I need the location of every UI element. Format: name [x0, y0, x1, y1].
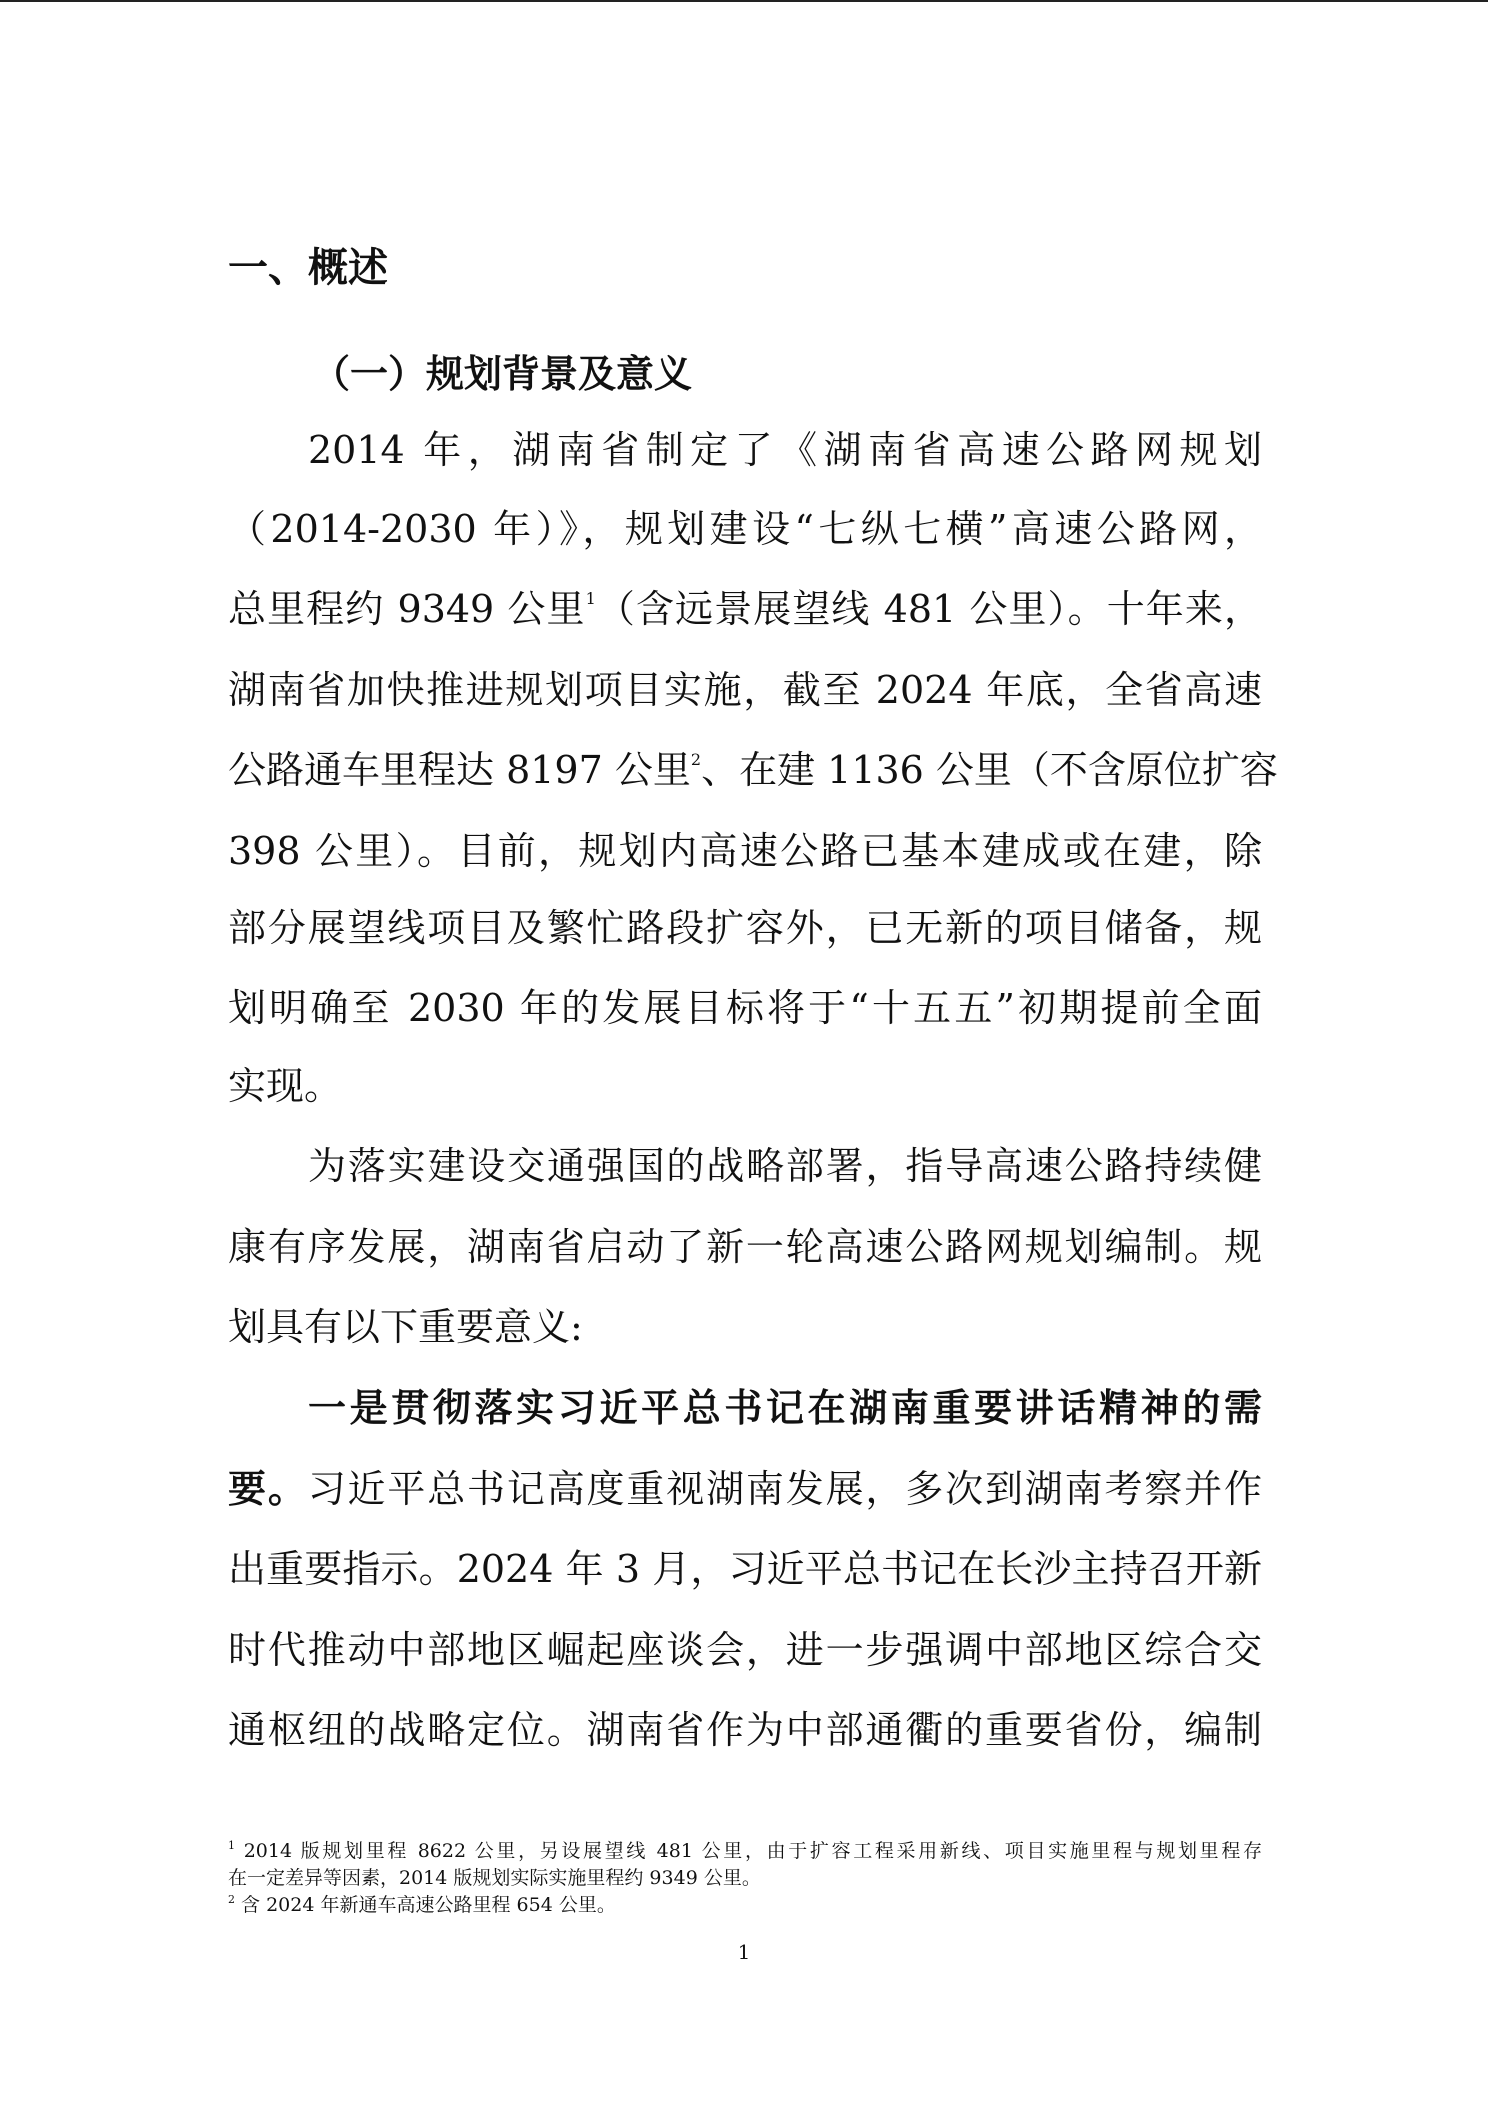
text-run: 通枢纽的战略定位。湖南省作为中部通衢的重要省份，编制	[228, 1708, 1262, 1752]
footnote-reference: 1	[585, 589, 596, 608]
text-run: 康有序发展，湖南省启动了新一轮高速公路网规划编制。规	[228, 1225, 1262, 1269]
text-run: 为落实建设交通强国的战略部署，指导高速公路持续健	[308, 1144, 1262, 1188]
paragraph-line	[228, 1544, 1262, 1594]
paragraph-line	[228, 1302, 1262, 1352]
paragraph-line	[308, 1141, 1262, 1191]
text-run: 总里程约 9349 公里	[228, 587, 586, 631]
page-top-border	[0, 0, 1488, 2]
page-number: 1	[737, 1940, 751, 1964]
section-heading: 一、概述	[228, 245, 388, 291]
footnote-line	[228, 1892, 1262, 1918]
footnote-text: 含 2024 年新通车高速公路里程 654 公里。	[241, 1894, 616, 1916]
footnote-reference: 2	[690, 750, 702, 769]
text-run: 划具有以下重要意义:	[228, 1305, 583, 1349]
text-run: 2014 年，湖南省制定了《湖南省高速公路网规划	[308, 428, 1262, 472]
paragraph-line	[228, 1061, 1262, 1111]
paragraph-line	[228, 1625, 1262, 1675]
paragraph-line	[228, 504, 1262, 554]
bold-text: 一是贯彻落实习近平总书记在湖南重要讲话精神的需	[308, 1386, 1262, 1430]
paragraph-line	[308, 425, 1262, 475]
text-run: 、在建 1136 公里（不含原位扩容	[701, 748, 1278, 792]
paragraph-line	[228, 584, 1262, 634]
text-run: （2014-2030 年）》，规划建设“七纵七横”高速公路网，	[228, 507, 1262, 551]
subsection-heading: （一）规划背景及意义	[312, 352, 693, 396]
text-run: 实现。	[228, 1064, 343, 1108]
text-run: 习近平总书记高度重视湖南发展，多次到湖南考察并作	[307, 1467, 1262, 1511]
footnote-mark: 2	[228, 1893, 235, 1906]
text-run: （含远景展望线 481 公里）。十年来，	[595, 587, 1262, 631]
footnote-text: 在一定差异等因素，2014 版规划实际实施里程约 9349 公里。	[228, 1867, 761, 1889]
bold-text: 要。	[228, 1467, 308, 1511]
text-run: 部分展望线项目及繁忙路段扩容外，已无新的项目储备，规	[228, 906, 1262, 950]
text-run: 公路通车里程达 8197 公里	[228, 748, 691, 792]
paragraph-line	[228, 665, 1262, 715]
paragraph-line	[228, 1464, 1262, 1514]
paragraph-line	[228, 1222, 1262, 1272]
text-run: 划明确至 2030 年的发展目标将于“十五五”初期提前全面	[228, 986, 1262, 1030]
paragraph-line	[228, 745, 1278, 795]
text-run: 时代推动中部地区崛起座谈会，进一步强调中部地区综合交	[228, 1628, 1262, 1672]
text-run: 出重要指示。2024 年 3 月，习近平总书记在长沙主持召开新	[228, 1547, 1262, 1591]
paragraph-line	[308, 1383, 1262, 1433]
footnote-line	[228, 1838, 1262, 1864]
paragraph-line	[228, 826, 1262, 876]
text-run: 398 公里）。目前，规划内高速公路已基本建成或在建，除	[228, 829, 1262, 873]
paragraph-line	[228, 903, 1262, 953]
footnote-mark: 1	[228, 1839, 235, 1852]
paragraph-line	[228, 1705, 1262, 1755]
paragraph-line	[228, 983, 1262, 1033]
footnote-text: 2014 版规划里程 8622 公里，另设展望线 481 公里，由于扩容工程采用新线、项目实施里程与规划里程存	[243, 1840, 1262, 1862]
footnote-line	[228, 1865, 1262, 1891]
text-run: 湖南省加快推进规划项目实施，截至 2024 年底，全省高速	[228, 668, 1262, 712]
